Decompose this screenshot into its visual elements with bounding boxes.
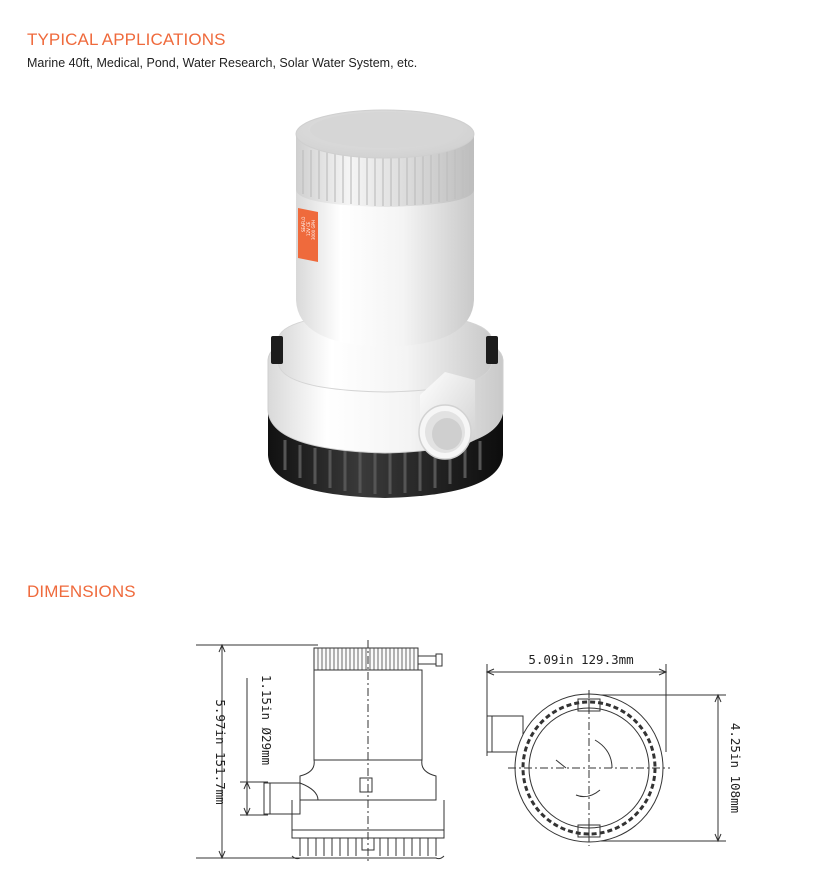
label-line-3: 3000 GPH <box>311 220 316 240</box>
dimensions-title: DIMENSIONS <box>27 582 136 601</box>
outlet-dimension-label: 1.15in Ø29mm <box>259 674 274 766</box>
pump-label <box>298 208 318 262</box>
width-dimension-label: 5.09in 129.3mm <box>528 652 634 667</box>
label-line-1: SEAFLO <box>301 216 306 232</box>
typical-applications-title: TYPICAL APPLICATIONS <box>27 30 226 49</box>
clip-right <box>486 336 498 364</box>
label-line-2: 12V CE <box>306 221 311 236</box>
pump-cap <box>296 110 474 207</box>
typical-applications-text: Marine 40ft, Medical, Pond, Water Research, Solar Water System, etc. <box>27 56 418 70</box>
depth-dimension-label: 4.25in 108mm <box>728 722 743 814</box>
clip-left <box>271 336 283 364</box>
height-dimension-label: 5.97in 151.7mm <box>213 699 228 805</box>
